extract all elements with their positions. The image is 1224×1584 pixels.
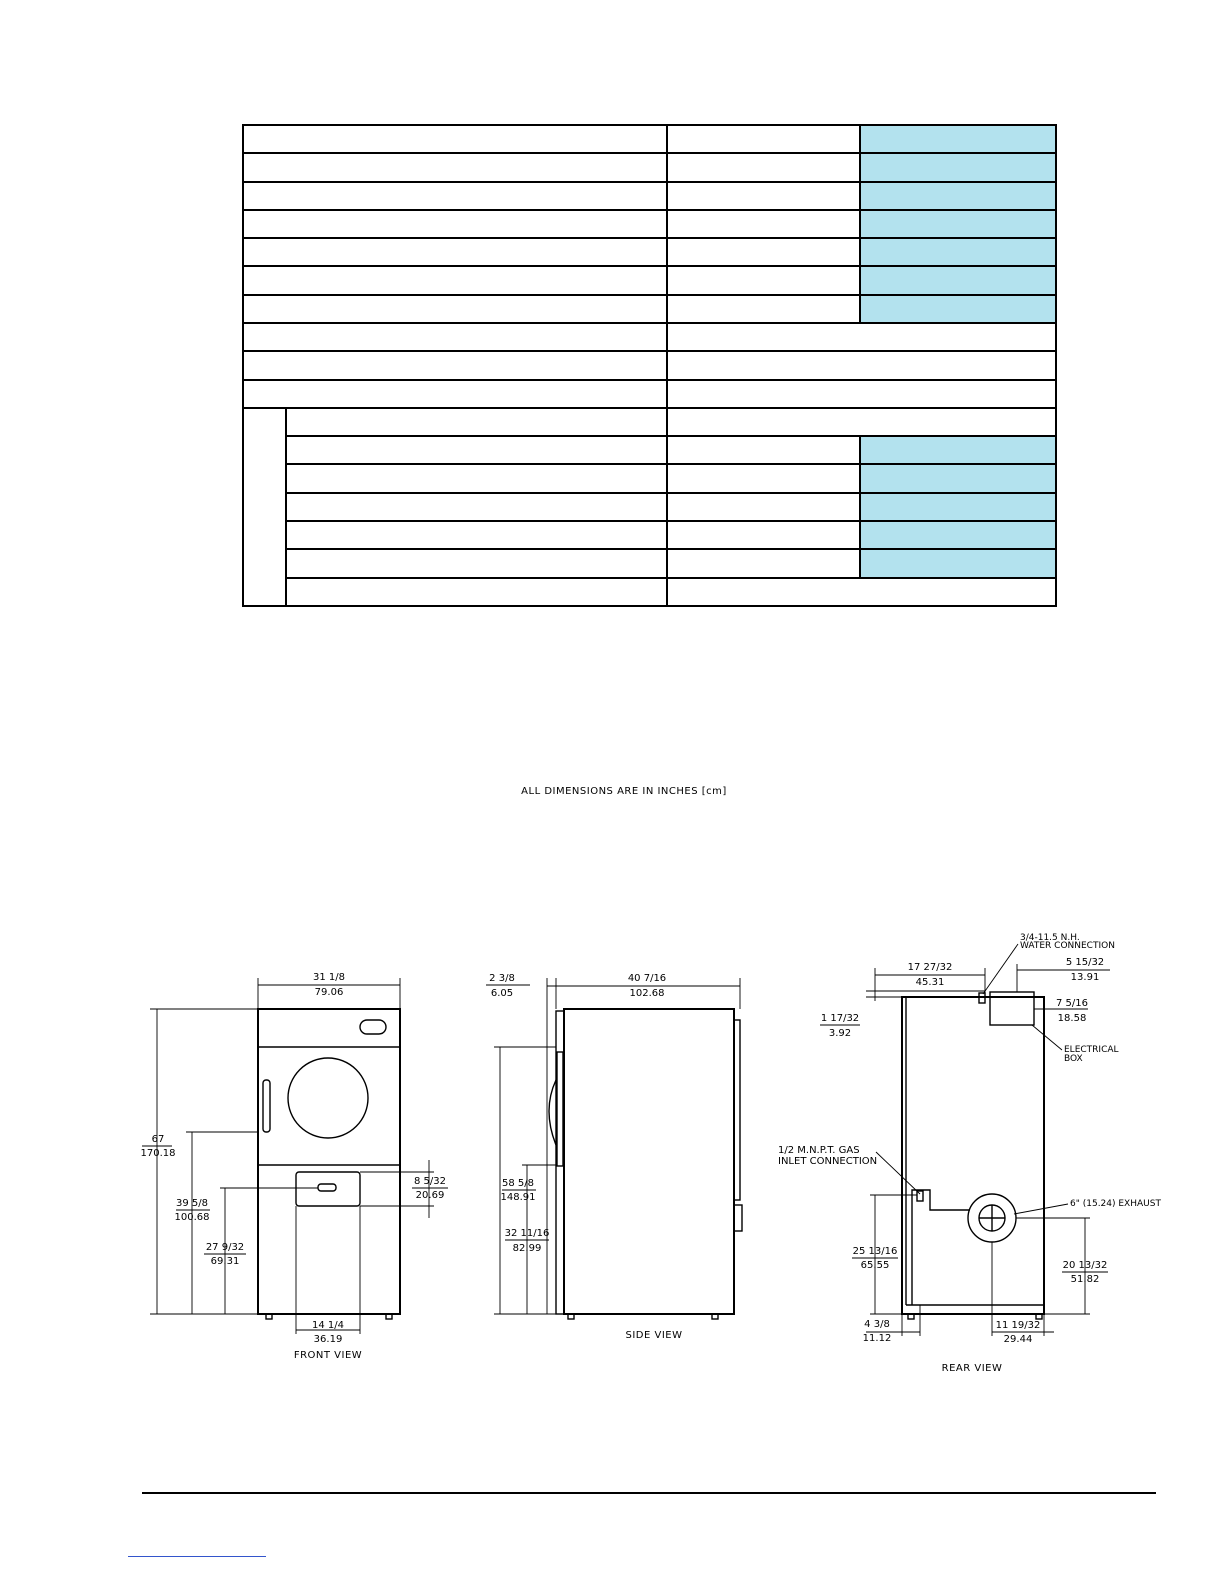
front-height-cm: 170.18 bbox=[140, 1148, 176, 1159]
table-row bbox=[243, 295, 1056, 323]
front-height-in: 67 bbox=[151, 1134, 165, 1145]
rear-w2-cm: 13.91 bbox=[1070, 972, 1100, 983]
side-front-cm: 6.05 bbox=[490, 988, 514, 999]
side-view-label: SIDE VIEW bbox=[625, 1330, 683, 1341]
table-row bbox=[243, 436, 1056, 464]
table-row bbox=[243, 351, 1056, 379]
side-low-in: 32 11/16 bbox=[504, 1228, 550, 1239]
group-cell bbox=[243, 408, 286, 606]
dimensions-note: ALL DIMENSIONS ARE IN INCHES [cm] bbox=[521, 786, 727, 797]
highlight-cell bbox=[860, 266, 1056, 294]
water-connection-label-2: WATER CONNECTION bbox=[1020, 941, 1115, 951]
rear-h2-cm: 51.82 bbox=[1070, 1274, 1100, 1285]
highlight-cell bbox=[860, 182, 1056, 210]
electrical-box-label-1: ELECTRICAL bbox=[1064, 1045, 1119, 1055]
rear-view bbox=[778, 933, 1161, 1374]
rear-view-label: REAR VIEW bbox=[941, 1363, 1003, 1374]
table-row bbox=[243, 408, 1056, 436]
lint-height-in: 27 9/32 bbox=[205, 1242, 245, 1253]
table-row bbox=[243, 323, 1056, 351]
gas-inlet-label-2: INLET CONNECTION bbox=[778, 1156, 878, 1167]
gas-inlet bbox=[912, 1190, 970, 1305]
side-low-cm: 82.99 bbox=[512, 1243, 542, 1254]
side-top-cm: 148.91 bbox=[500, 1192, 536, 1203]
specifications-table bbox=[242, 124, 1057, 607]
control-slot bbox=[360, 1020, 386, 1034]
lint-height-cm: 69.31 bbox=[210, 1256, 240, 1267]
rear-w1-cm: 45.31 bbox=[915, 977, 945, 988]
highlight-cell bbox=[860, 295, 1056, 323]
highlight-cell bbox=[860, 125, 1056, 153]
lint-panel-cm: 20.69 bbox=[415, 1190, 445, 1201]
rear-b1-cm: 11.12 bbox=[862, 1333, 892, 1344]
highlight-cell bbox=[860, 493, 1056, 521]
table-row bbox=[243, 125, 1056, 153]
bottom-rule bbox=[142, 1492, 1156, 1494]
table-row bbox=[243, 578, 1056, 607]
lint-drawer bbox=[296, 1172, 360, 1206]
rear-b2-in: 11 19/32 bbox=[995, 1320, 1041, 1331]
side-cabinet bbox=[564, 1009, 734, 1314]
rear-w1-in: 17 27/32 bbox=[907, 962, 953, 973]
gas-inlet-label-1: 1/2 M.N.P.T. GAS bbox=[778, 1145, 860, 1156]
rear-w2-in: 5 15/32 bbox=[1065, 957, 1105, 968]
dryer-dimension-drawing bbox=[0, 760, 1224, 1400]
side-depth-cm: 102.68 bbox=[629, 988, 665, 999]
rear-h1-in: 25 13/16 bbox=[852, 1246, 898, 1257]
highlight-cell bbox=[860, 549, 1056, 577]
table-row bbox=[243, 521, 1056, 549]
base-width-cm: 36.19 bbox=[313, 1334, 343, 1345]
highlight-cell bbox=[860, 436, 1056, 464]
table-row bbox=[243, 380, 1056, 408]
rear-b1-in: 4 3/8 bbox=[864, 1319, 890, 1330]
table-row bbox=[243, 238, 1056, 266]
door-handle bbox=[263, 1080, 270, 1132]
front-width-cm: 79.06 bbox=[314, 987, 344, 998]
highlight-cell bbox=[860, 238, 1056, 266]
rear-w4-cm: 3.92 bbox=[828, 1028, 852, 1039]
footer-link-underline[interactable] bbox=[128, 1556, 266, 1557]
door-height-cm: 100.68 bbox=[174, 1212, 210, 1223]
rear-w3-in: 7 5/16 bbox=[1056, 998, 1088, 1009]
door-bulge bbox=[549, 1080, 556, 1145]
side-door bbox=[557, 1052, 563, 1166]
side-front-in: 2 3/8 bbox=[489, 973, 515, 984]
table-row bbox=[243, 153, 1056, 181]
table-row bbox=[243, 493, 1056, 521]
door-height-in: 39 5/8 bbox=[176, 1198, 208, 1209]
front-cabinet bbox=[258, 1009, 400, 1314]
front-view-label: FRONT VIEW bbox=[293, 1350, 363, 1361]
water-connection-label-1: 3/4-11.5 N.H. bbox=[1020, 933, 1080, 943]
highlight-cell bbox=[860, 210, 1056, 238]
rear-w4-in: 1 17/32 bbox=[820, 1013, 860, 1024]
table-row bbox=[243, 549, 1056, 577]
table-row bbox=[243, 210, 1056, 238]
electrical-box-label-2: BOX bbox=[1064, 1054, 1083, 1064]
table-row bbox=[243, 464, 1056, 492]
rear-b2-cm: 29.44 bbox=[1003, 1334, 1033, 1345]
rear-h1-cm: 65.55 bbox=[860, 1260, 890, 1271]
front-view bbox=[141, 972, 449, 1361]
rear-vent bbox=[734, 1205, 742, 1231]
lint-panel-in: 8 5/32 bbox=[414, 1176, 446, 1187]
front-width-in: 31 1/8 bbox=[313, 972, 345, 983]
side-view bbox=[486, 973, 742, 1341]
side-top-in: 58 5/8 bbox=[502, 1178, 534, 1189]
exhaust-label: 6" (15.24) EXHAUST bbox=[1070, 1199, 1161, 1209]
side-depth-in: 40 7/16 bbox=[627, 973, 667, 984]
highlight-cell bbox=[860, 464, 1056, 492]
rear-cabinet bbox=[902, 997, 1044, 1314]
lint-drawer-handle bbox=[318, 1184, 336, 1191]
base-width-in: 14 1/4 bbox=[312, 1320, 344, 1331]
highlight-cell bbox=[860, 153, 1056, 181]
rear-h2-in: 20 13/32 bbox=[1062, 1260, 1108, 1271]
table-row bbox=[243, 182, 1056, 210]
table-row bbox=[243, 266, 1056, 294]
front-door bbox=[288, 1058, 368, 1138]
highlight-cell bbox=[860, 521, 1056, 549]
rear-w3-cm: 18.58 bbox=[1057, 1013, 1087, 1024]
